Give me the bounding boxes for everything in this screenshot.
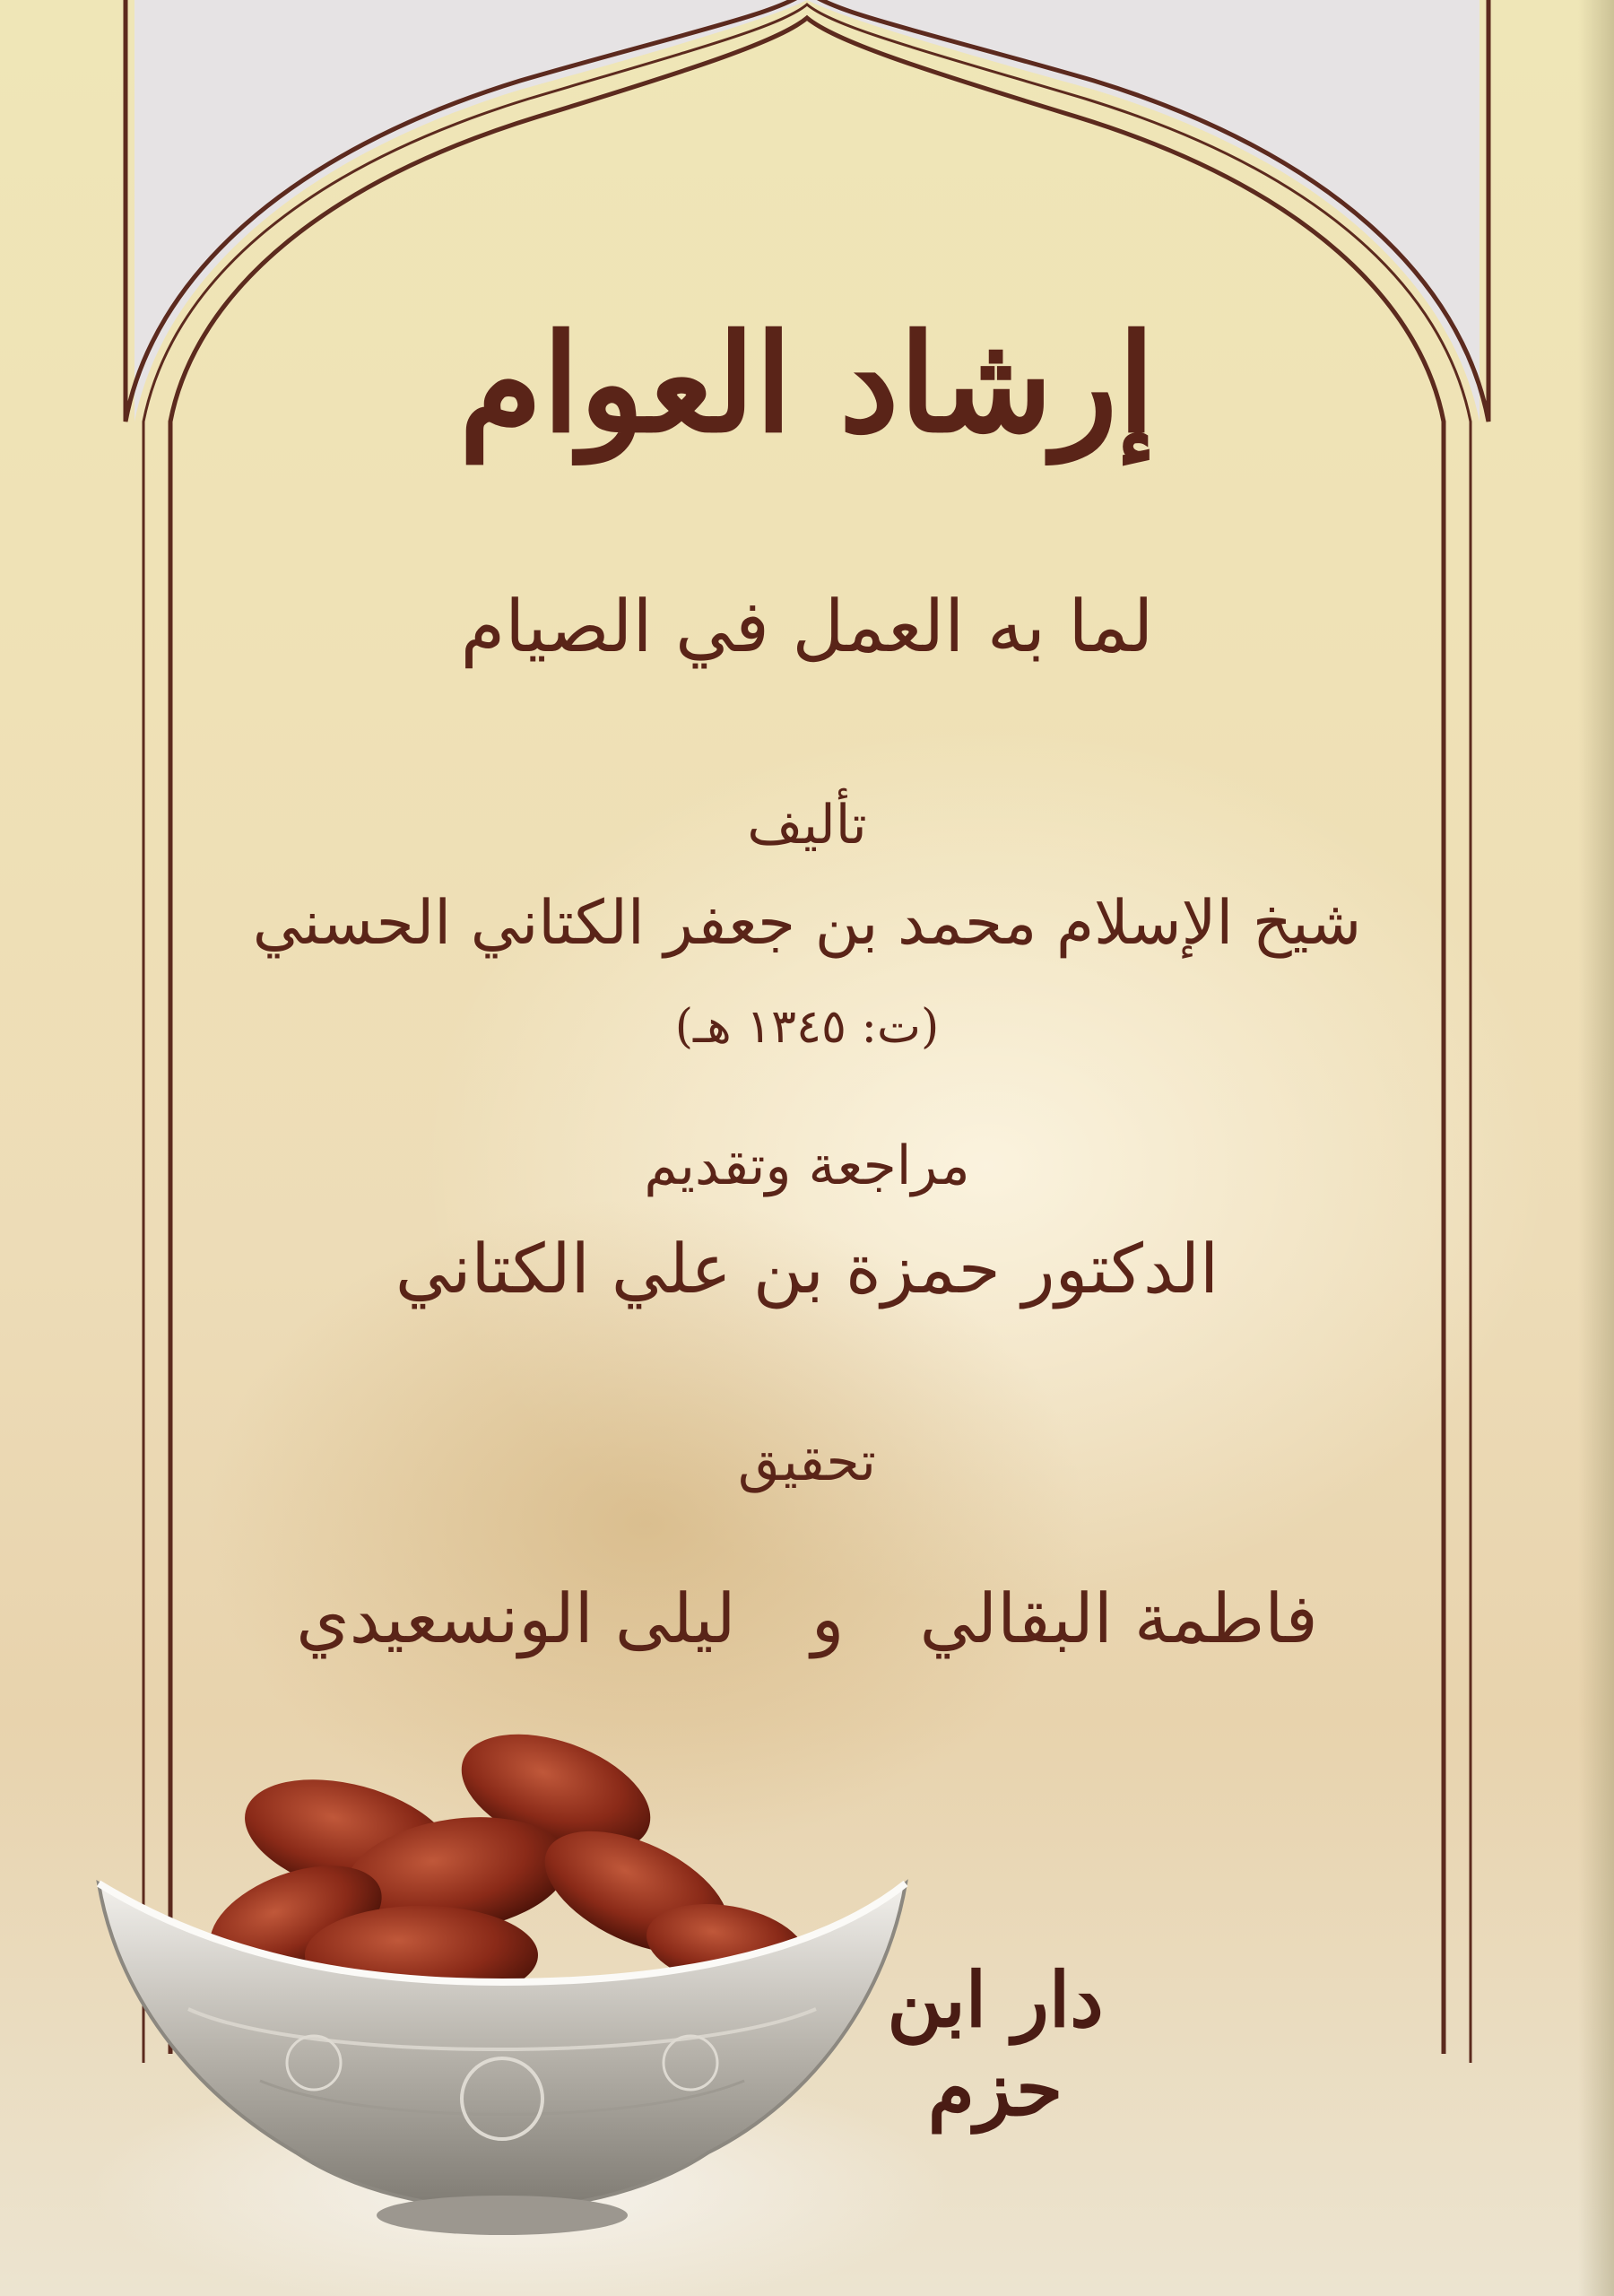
spine-shadow — [1578, 0, 1614, 2296]
author-name: شيخ الإسلام محمد بن جعفر الكتاني الحسني — [252, 888, 1362, 959]
author-death-date: (ت: ١٣٤٥ هـ) — [674, 1000, 940, 1054]
bowl-base — [377, 2196, 628, 2235]
review-label: مراجعة وتقديم — [644, 1135, 970, 1197]
author-label: تأليف — [747, 794, 867, 857]
editors-line — [170, 1578, 1444, 1658]
reviewer-name: الدكتور حمزة بن علي الكتاني — [395, 1229, 1219, 1309]
editor-connector: و — [811, 1578, 845, 1658]
editing-label: تحقيق — [738, 1431, 876, 1493]
editor-2-name: ليلى الونسعيدي — [296, 1578, 736, 1658]
publisher-name: دار ابن حزم — [887, 1955, 1104, 2133]
editor-1-name: فاطمة البقالي — [919, 1578, 1318, 1658]
book-subtitle: لما به العمل في الصيام — [460, 585, 1154, 668]
book-title: إرشاد العوام — [458, 305, 1156, 463]
